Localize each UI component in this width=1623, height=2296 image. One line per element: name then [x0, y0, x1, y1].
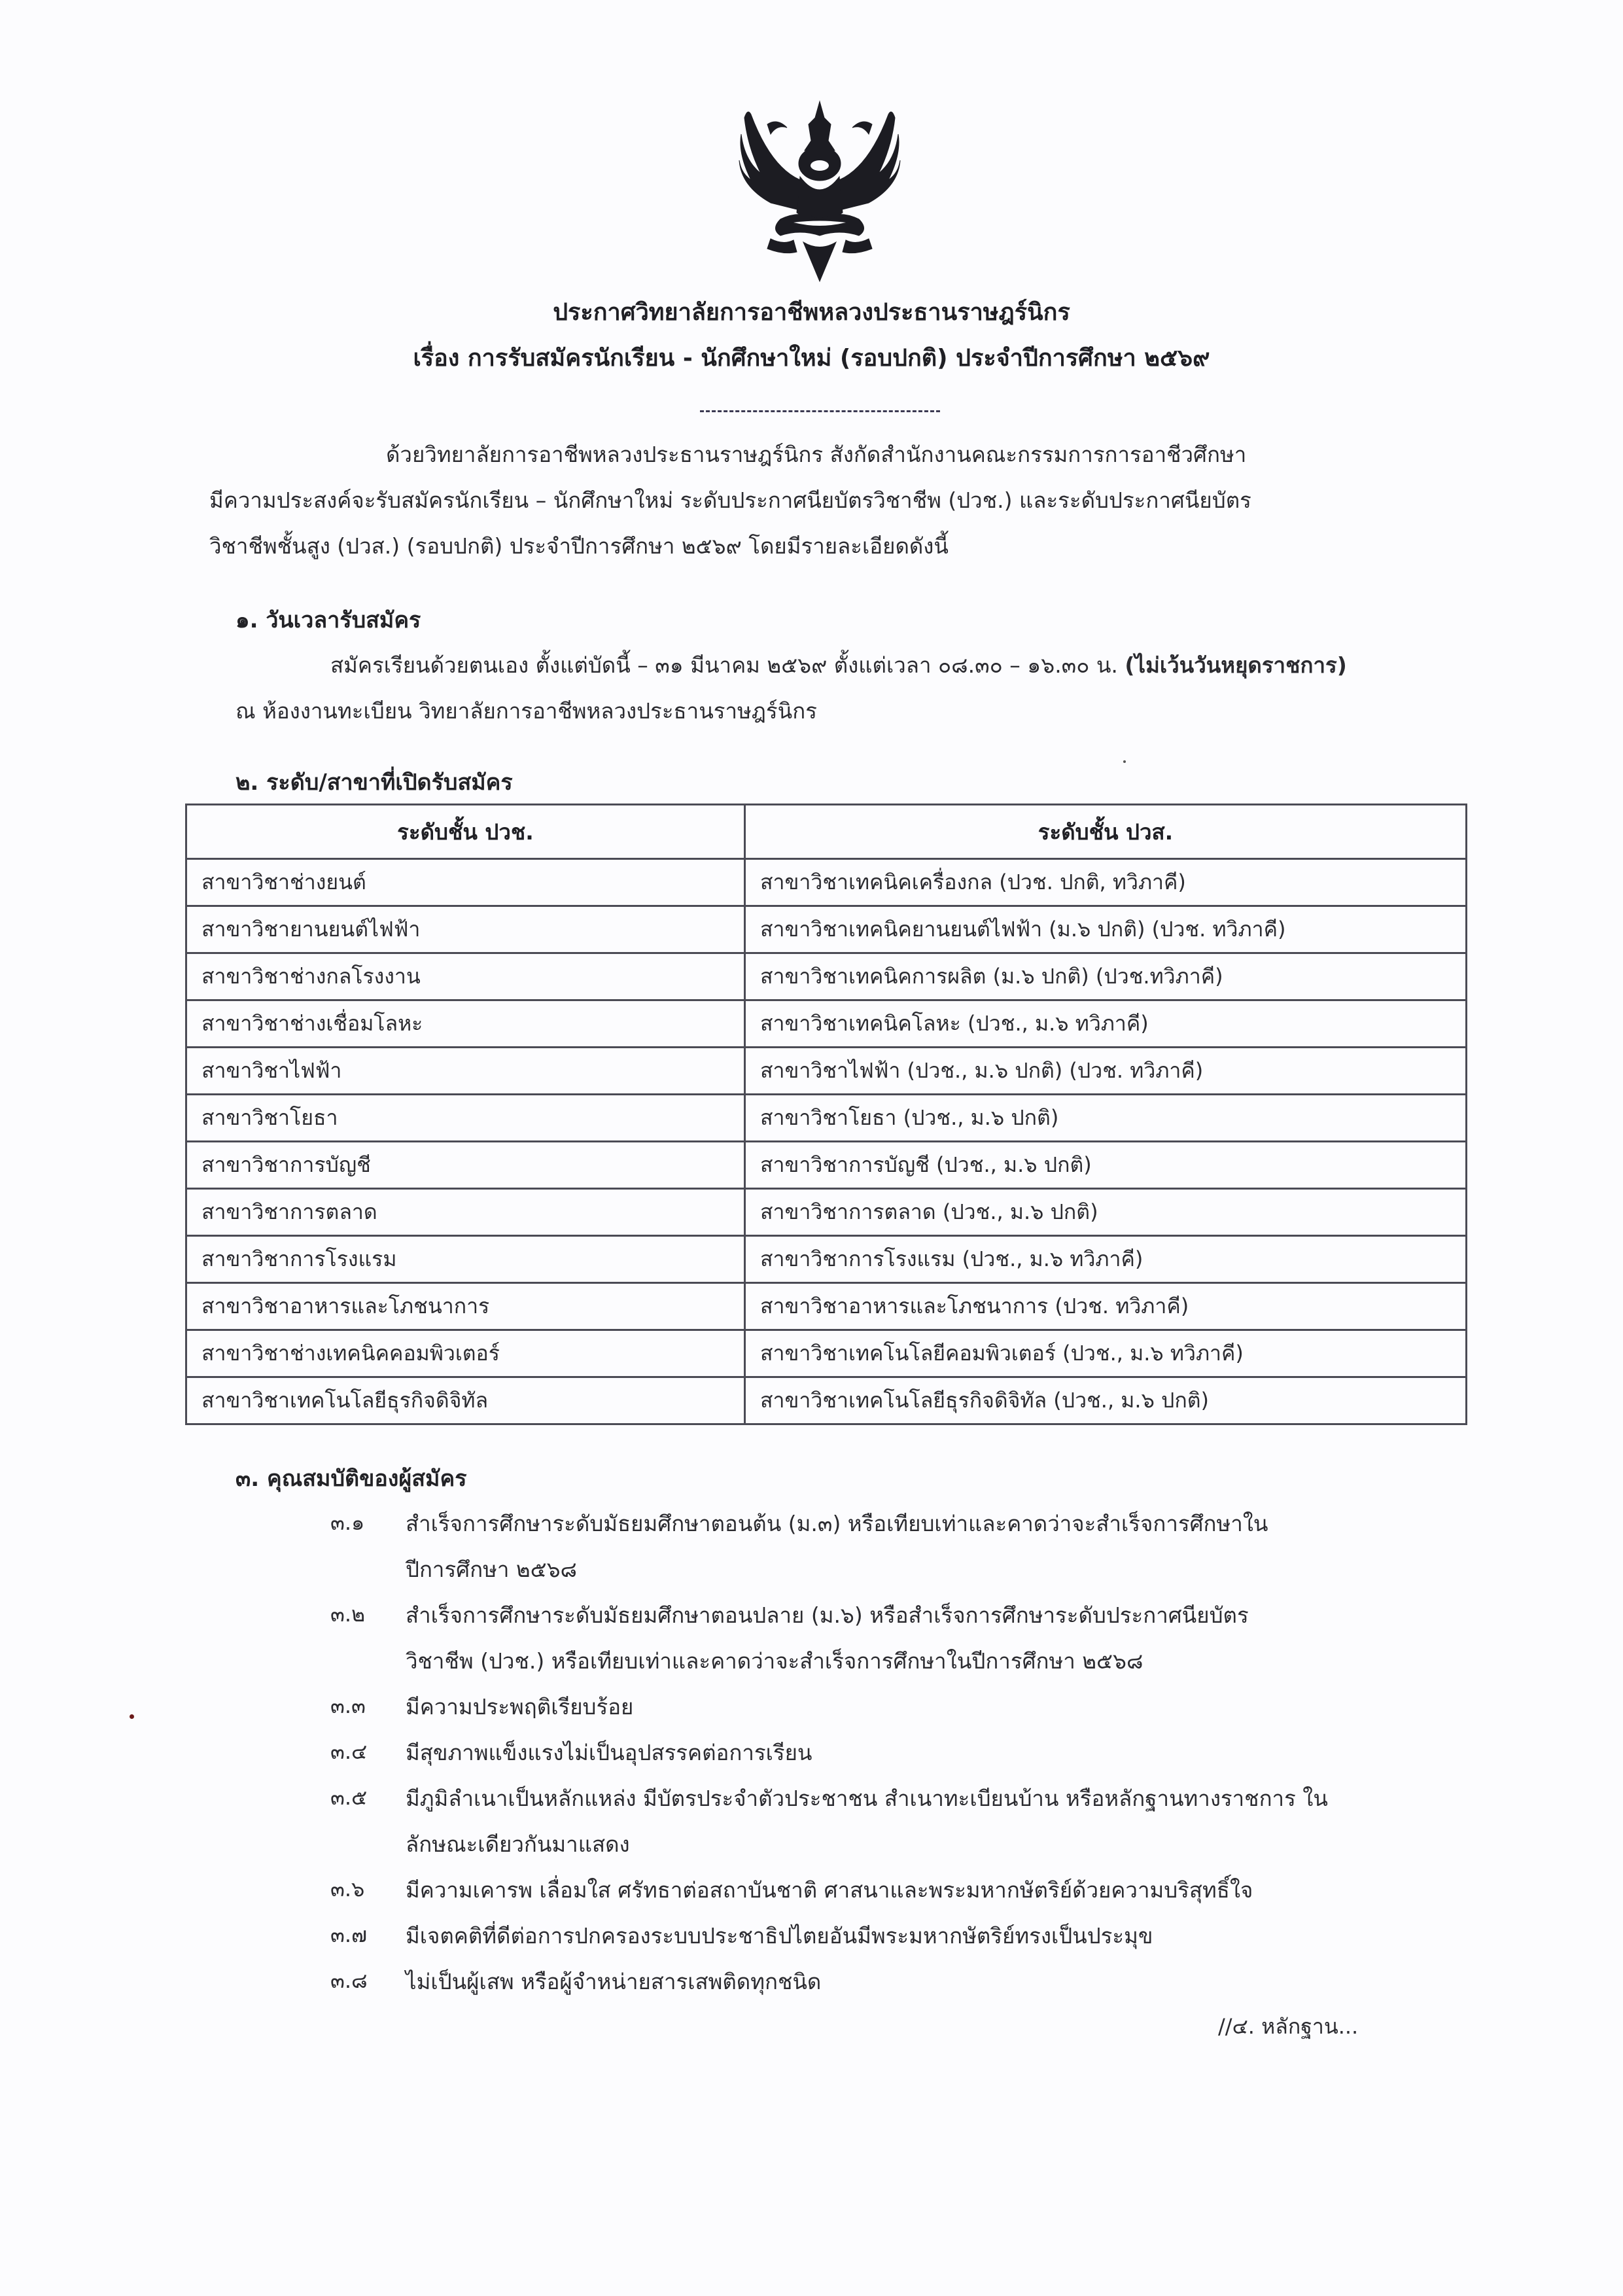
hvc-program: สาขาวิชาการโรงแรม (ปวช., ม.๖ ทวิภาคี)	[745, 1236, 1467, 1283]
application-location: ณ ห้องงานทะเบียน วิทยาลัยการอาชีพหลวงประธานราษฎร์นิกร	[236, 698, 817, 724]
qualification-number: ๓.๑	[330, 1510, 365, 1535]
hvc-program: สาขาวิชาเทคนิคยานยนต์ไฟฟ้า (ม.๖ ปกติ) (ปวช. ทวิภาคี)	[745, 906, 1467, 953]
qualification-text: มีสุขภาพแข็งแรงไม่เป็นอุปสรรคต่อการเรียน	[406, 1740, 812, 1765]
hvc-program: สาขาวิชาไฟฟ้า (ปวช., ม.๖ ปกติ) (ปวช. ทวิภาคี)	[745, 1048, 1467, 1095]
qualification-text-cont: ลักษณะเดียวกันมาแสดง	[406, 1831, 630, 1857]
hvc-program: สาขาวิชาเทคนิคโลหะ (ปวช., ม.๖ ทวิภาคี)	[745, 1000, 1467, 1048]
qualification-text: มีภูมิลำเนาเป็นหลักแหล่ง มีบัตรประจำตัวประชาชน สำเนาทะเบียนบ้าน หรือหลักฐานทางราชการ ใน	[406, 1786, 1328, 1811]
qualification-number: ๓.๕	[330, 1785, 368, 1810]
qualification-number: ๓.๒	[330, 1602, 366, 1627]
pvc-program: สาขาวิชาอาหารและโภชนาการ	[186, 1283, 745, 1330]
qualification-text: สำเร็จการศึกษาระดับมัธยมศึกษาตอนปลาย (ม.๖) หรือสำเร็จการศึกษาระดับประกาศนียบัตร	[406, 1602, 1249, 1628]
qualification-text: สำเร็จการศึกษาระดับมัธยมศึกษาตอนต้น (ม.๓) หรือเทียบเท่าและคาดว่าจะสำเร็จการศึกษาใน	[406, 1511, 1268, 1536]
table-row	[186, 906, 1467, 953]
qualification-text-cont: วิชาชีพ (ปวช.) หรือเทียบเท่าและคาดว่าจะสำเร็จการศึกษาในปีการศึกษา ๒๕๖๘	[406, 1648, 1143, 1674]
pvc-program: สาขาวิชายานยนต์ไฟฟ้า	[186, 906, 745, 953]
pvc-program: สาขาวิชาช่างยนต์	[186, 859, 745, 906]
table-row	[186, 1236, 1467, 1283]
scan-speck	[130, 1714, 134, 1719]
pvc-program: สาขาวิชาไฟฟ้า	[186, 1048, 745, 1095]
hvc-program: สาขาวิชาการตลาด (ปวช., ม.๖ ปกติ)	[745, 1189, 1467, 1236]
table-row	[186, 1048, 1467, 1095]
section-3-heading: ๓. คุณสมบัติของผู้สมัคร	[236, 1466, 467, 1492]
application-period-text: สมัครเรียนด้วยตนเอง ตั้งแต่บัดนี้ – ๓๑ มีนาคม ๒๕๖๙ ตั้งแต่เวลา ๐๘.๓๐ – ๑๖.๓๐ น.	[330, 652, 1125, 678]
qualification-number: ๓.๘	[330, 1968, 368, 1993]
pvc-program: สาขาวิชาการโรงแรม	[186, 1236, 745, 1283]
announcement-subject: เรื่อง การรับสมัครนักเรียน - นักศึกษาใหม่ (รอบปกติ) ประจำปีการศึกษา ๒๕๖๙	[413, 345, 1210, 372]
table-row	[186, 953, 1467, 1000]
pvc-program: สาขาวิชาช่างเทคนิคคอมพิวเตอร์	[186, 1330, 745, 1377]
qualification-number: ๓.๖	[330, 1877, 365, 1901]
qualification-text: มีเจตคติที่ดีต่อการปกครองระบบประชาธิปไตยอันมีพระมหากษัตริย์ทรงเป็นประมุข	[406, 1923, 1153, 1949]
table-row	[186, 1377, 1467, 1424]
page-continuation-marker: //๔. หลักฐาน...	[1218, 2014, 1359, 2039]
garuda-emblem-icon	[731, 88, 908, 285]
pvc-program: สาขาวิชาเทคโนโลยีธุรกิจดิจิทัล	[186, 1377, 745, 1424]
intro-line-3: วิชาชีพชั้นสูง (ปวส.) (รอบปกติ) ประจำปีการศึกษา ๒๕๖๙ โดยมีรายละเอียดดังนี้	[209, 533, 949, 559]
hvc-program: สาขาวิชาอาหารและโภชนาการ (ปวช. ทวิภาคี)	[745, 1283, 1467, 1330]
qualification-text: ไม่เป็นผู้เสพ หรือผู้จำหน่ายสารเสพติดทุกชนิด	[406, 1969, 822, 1994]
announcement-title: ประกาศวิทยาลัยการอาชีพหลวงประธานราษฎร์นิกร	[553, 299, 1070, 326]
scan-speck	[1123, 760, 1126, 763]
intro-line-2: มีความประสงค์จะรับสมัครนักเรียน – นักศึกษาใหม่ ระดับประกาศนียบัตรวิชาชีพ (ปวช.) และระดับประกาศนียบัตร	[209, 487, 1251, 513]
table-row	[186, 1283, 1467, 1330]
intro-line-1: ด้วยวิทยาลัยการอาชีพหลวงประธานราษฎร์นิกร สังกัดสำนักงานคณะกรรมการการอาชีวศึกษา	[386, 442, 1247, 467]
hvc-program: สาขาวิชาเทคโนโลยีคอมพิวเตอร์ (ปวช., ม.๖ ทวิภาคี)	[745, 1330, 1467, 1377]
pvc-program: สาขาวิชาช่างกลโรงงาน	[186, 953, 745, 1000]
pvc-program: สาขาวิชาการบัญชี	[186, 1142, 745, 1189]
qualification-text: มีความเคารพ เลื่อมใส ศรัทธาต่อสถาบันชาติ ศาสนาและพระมหากษัตริย์ด้วยความบริสุทธิ์ใจ	[406, 1877, 1253, 1903]
qualification-text: มีความประพฤติเรียบร้อย	[406, 1694, 634, 1720]
pvc-program: สาขาวิชาโยธา	[186, 1095, 745, 1142]
programs-table	[185, 804, 1467, 1425]
hvc-program: สาขาวิชาการบัญชี (ปวช., ม.๖ ปกติ)	[745, 1142, 1467, 1189]
section-1-heading: ๑. วันเวลารับสมัคร	[236, 607, 421, 633]
qualification-number: ๓.๔	[330, 1739, 368, 1764]
application-period	[330, 648, 1347, 682]
table-row	[186, 1095, 1467, 1142]
title-separator	[700, 410, 940, 412]
table-header-row	[186, 805, 1467, 859]
holiday-note: (ไม่เว้นวันหยุดราชการ)	[1125, 652, 1347, 678]
section-2-heading: ๒. ระดับ/สาขาที่เปิดรับสมัคร	[236, 769, 513, 796]
pvc-program: สาขาวิชาการตลาด	[186, 1189, 745, 1236]
qualification-number: ๓.๗	[330, 1922, 368, 1947]
hvc-program: สาขาวิชาโยธา (ปวช., ม.๖ ปกติ)	[745, 1095, 1467, 1142]
header-vocational-certificate: ระดับชั้น ปวช.	[186, 805, 745, 859]
hvc-program: สาขาวิชาเทคโนโลยีธุรกิจดิจิทัล (ปวช., ม.๖ ปกติ)	[745, 1377, 1467, 1424]
qualification-number: ๓.๓	[330, 1693, 366, 1718]
table-row	[186, 859, 1467, 906]
hvc-program: สาขาวิชาเทคนิคการผลิต (ม.๖ ปกติ) (ปวช.ทวิภาคี)	[745, 953, 1467, 1000]
table-row	[186, 1189, 1467, 1236]
qualification-text-cont: ปีการศึกษา ๒๕๖๘	[406, 1557, 578, 1582]
pvc-program: สาขาวิชาช่างเชื่อมโลหะ	[186, 1000, 745, 1048]
hvc-program: สาขาวิชาเทคนิคเครื่องกล (ปวช. ปกติ, ทวิภาคี)	[745, 859, 1467, 906]
table-row	[186, 1142, 1467, 1189]
table-row	[186, 1330, 1467, 1377]
header-higher-vocational-certificate: ระดับชั้น ปวส.	[745, 805, 1467, 859]
table-row	[186, 1000, 1467, 1048]
